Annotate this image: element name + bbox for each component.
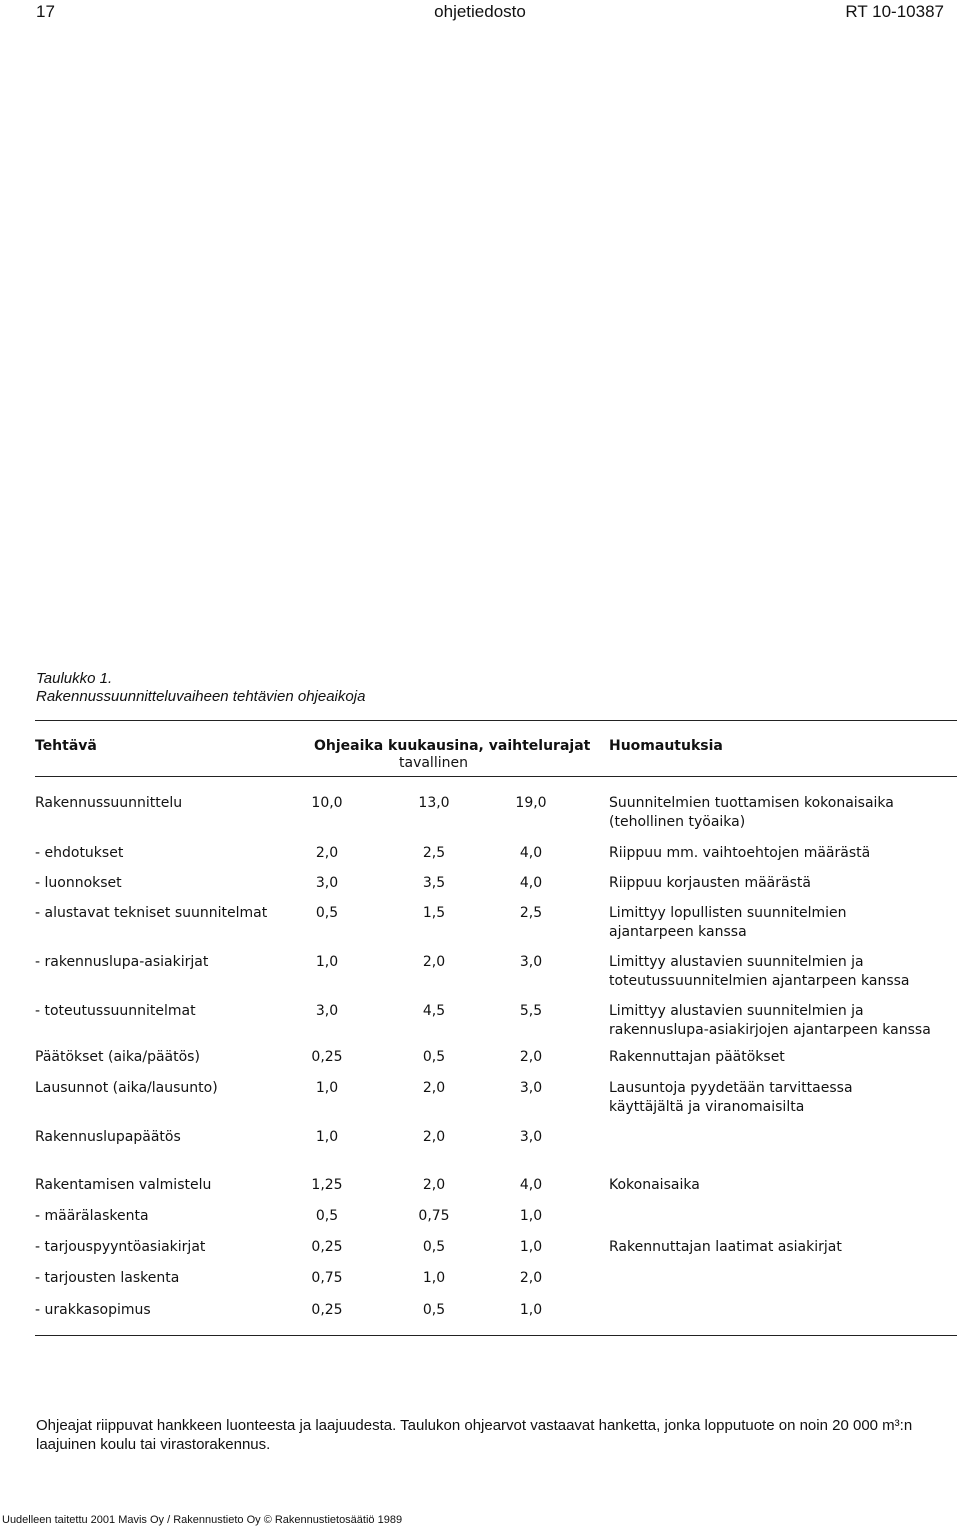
- note-line: rakennuslupa-asiakirjojen ajantarpeen kanssa: [609, 1022, 931, 1038]
- value-min-cell: 0,75: [311, 1270, 343, 1286]
- value-max-cell: 1,0: [519, 1208, 543, 1224]
- page-number: 17: [36, 2, 55, 21]
- task-cell: - urakkasopimus: [35, 1302, 151, 1318]
- task-cell: Päätökset (aika/päätös): [35, 1049, 200, 1065]
- note-line: Rakennuttajan päätökset: [609, 1049, 785, 1065]
- table-row: [0, 1079, 960, 1119]
- note-line: ajantarpeen kanssa: [609, 924, 747, 940]
- note-line: Riippuu mm. vaihtoehtojen määrästä: [609, 845, 871, 861]
- header-time-sub: tavallinen: [399, 755, 468, 771]
- value-typical-cell: 13,0: [418, 795, 450, 811]
- value-typical-cell: 2,0: [422, 1129, 446, 1145]
- value-typical-cell: 1,5: [422, 905, 446, 921]
- note-cell: [609, 1176, 700, 1195]
- value-max-cell: 3,0: [519, 1080, 543, 1096]
- value-min-cell: 0,5: [315, 905, 339, 921]
- value-min-cell: 1,25: [311, 1177, 343, 1193]
- value-max-cell: 3,0: [519, 954, 543, 970]
- table-row: [0, 904, 960, 944]
- task-cell: - alustavat tekniset suunnitelmat: [35, 905, 268, 921]
- task-cell: Lausunnot (aika/lausunto): [35, 1080, 218, 1096]
- value-max-cell: 5,5: [519, 1003, 543, 1019]
- note-line: käyttäjältä ja viranomaisilta: [609, 1099, 805, 1115]
- task-cell: - rakennuslupa-asiakirjat: [35, 954, 209, 970]
- header-task: Tehtävä: [35, 738, 97, 754]
- note-cell: [609, 794, 894, 832]
- value-typical-cell: 0,5: [422, 1302, 446, 1318]
- value-min-cell: 1,0: [315, 954, 339, 970]
- note-line: Lausuntoja pyydetään tarvittaessa: [609, 1080, 853, 1096]
- value-max-cell: 2,0: [519, 1049, 543, 1065]
- value-max-cell: 4,0: [519, 875, 543, 891]
- task-cell: - määrälaskenta: [35, 1208, 149, 1224]
- table-row: [0, 953, 960, 993]
- value-typical-cell: 2,0: [422, 1080, 446, 1096]
- value-typical-cell: 0,5: [422, 1049, 446, 1065]
- value-min-cell: 3,0: [315, 875, 339, 891]
- header-time: Ohjeaika kuukausina, vaihtelurajat: [314, 738, 591, 754]
- table-row: [0, 794, 960, 834]
- value-max-cell: 2,0: [519, 1270, 543, 1286]
- note-line: Kokonaisaika: [609, 1177, 700, 1193]
- value-max-cell: 4,0: [519, 1177, 543, 1193]
- document-code: RT 10-10387: [845, 2, 944, 21]
- document-type: ohjetiedosto: [434, 2, 526, 21]
- copyright-footer: Uudelleen taitettu 2001 Mavis Oy / Rakennustieto Oy © Rakennustietosäätiö 1989: [2, 1514, 403, 1526]
- value-max-cell: 1,0: [519, 1239, 543, 1255]
- table-label: Taulukko 1.: [36, 670, 113, 687]
- note-cell: [609, 1048, 785, 1067]
- value-min-cell: 1,0: [315, 1080, 339, 1096]
- note-line: Riippuu korjausten määrästä: [609, 875, 811, 891]
- value-min-cell: 0,5: [315, 1208, 339, 1224]
- task-cell: Rakennussuunnittelu: [35, 795, 183, 811]
- value-typical-cell: 3,5: [422, 875, 446, 891]
- task-cell: - ehdotukset: [35, 845, 124, 861]
- note-cell: [609, 904, 847, 942]
- note-cell: [609, 1079, 853, 1117]
- header-bottom-rule: [35, 776, 957, 777]
- note-cell: [609, 1238, 842, 1257]
- value-typical-cell: 2,0: [422, 954, 446, 970]
- note-line: (tehollinen työaika): [609, 814, 746, 830]
- value-max-cell: 19,0: [515, 795, 547, 811]
- task-cell: - tarjousten laskenta: [35, 1270, 180, 1286]
- value-max-cell: 3,0: [519, 1129, 543, 1145]
- task-cell: - toteutussuunnitelmat: [35, 1003, 196, 1019]
- value-min-cell: 0,25: [311, 1302, 343, 1318]
- note-line: Limittyy alustavien suunnitelmien ja: [609, 954, 864, 970]
- value-min-cell: 3,0: [315, 1003, 339, 1019]
- note-line: Rakennuttajan laatimat asiakirjat: [609, 1239, 842, 1255]
- table-bottom-rule: [35, 1335, 957, 1336]
- note-line: Suunnitelmien tuottamisen kokonaisaika: [609, 795, 894, 811]
- note-cell: [609, 874, 811, 893]
- value-typical-cell: 1,0: [422, 1270, 446, 1286]
- table-row: [0, 1002, 960, 1042]
- task-cell: - tarjouspyyntöasiakirjat: [35, 1239, 206, 1255]
- footnote: Ohjeajat riippuvat hankkeen luonteesta ja laajuudesta. Taulukon ohjearvot vastaavat hanketta, jonka lopputuote on noin 20 000 m³:n laajuinen koulu tai virastorakennus.: [36, 1417, 913, 1453]
- value-min-cell: 0,25: [311, 1049, 343, 1065]
- value-typical-cell: 4,5: [422, 1003, 446, 1019]
- table-caption: [36, 670, 365, 706]
- value-min-cell: 10,0: [311, 795, 343, 811]
- value-min-cell: 2,0: [315, 845, 339, 861]
- value-min-cell: 0,25: [311, 1239, 343, 1255]
- note-cell: [609, 1002, 931, 1040]
- table-top-rule: [35, 720, 957, 721]
- value-typical-cell: 2,5: [422, 845, 446, 861]
- note-line: Limittyy alustavien suunnitelmien ja: [609, 1003, 864, 1019]
- task-cell: Rakennuslupapäätös: [35, 1129, 181, 1145]
- note-cell: [609, 844, 870, 863]
- note-cell: [609, 953, 909, 991]
- table-title: Rakennussuunnitteluvaiheen tehtävien ohjeaikoja: [36, 688, 366, 705]
- value-max-cell: 4,0: [519, 845, 543, 861]
- table-row: [0, 1128, 960, 1168]
- task-cell: - luonnokset: [35, 875, 122, 891]
- value-typical-cell: 0,5: [422, 1239, 446, 1255]
- value-typical-cell: 2,0: [422, 1177, 446, 1193]
- note-line: Limittyy lopullisten suunnitelmien: [609, 905, 847, 921]
- value-max-cell: 1,0: [519, 1302, 543, 1318]
- task-cell: Rakentamisen valmistelu: [35, 1177, 212, 1193]
- value-min-cell: 1,0: [315, 1129, 339, 1145]
- value-typical-cell: 0,75: [418, 1208, 450, 1224]
- note-line: toteutussuunnitelmien ajantarpeen kanssa: [609, 973, 910, 989]
- value-max-cell: 2,5: [519, 905, 543, 921]
- header-notes: Huomautuksia: [609, 738, 723, 754]
